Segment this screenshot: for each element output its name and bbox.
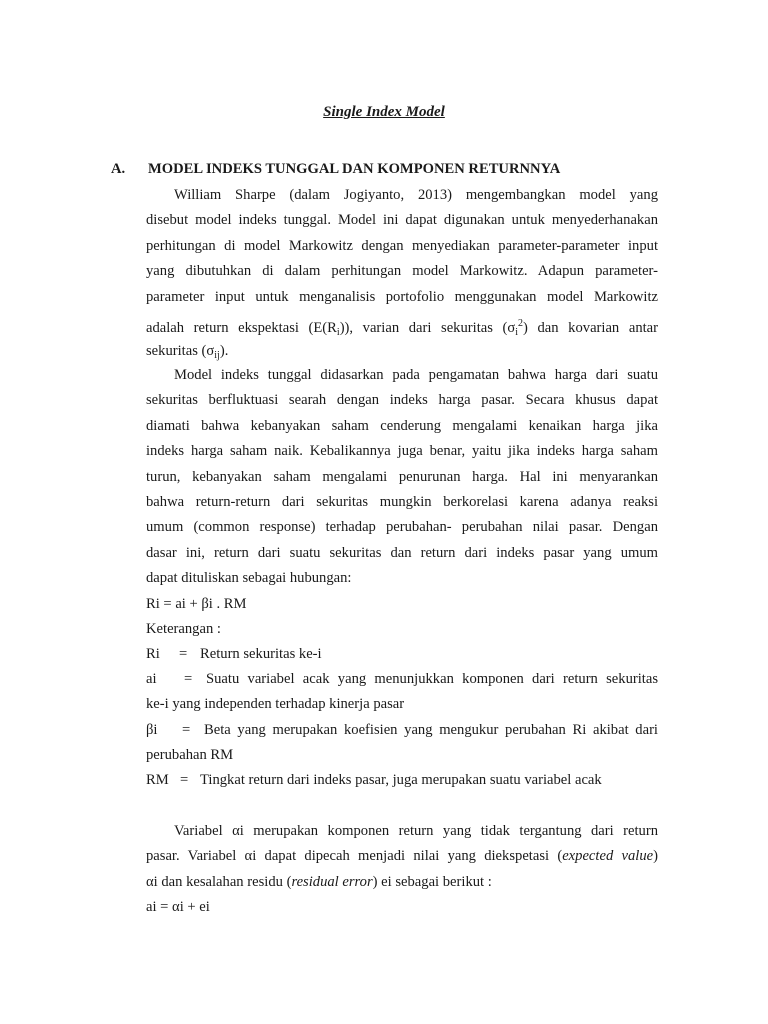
- paragraph-line: parameter input untuk menganalisis portofolio menggunakan model Markowitz: [146, 289, 658, 305]
- text-run: αi dan kesalahan residu (: [146, 874, 292, 890]
- subscript: i: [515, 327, 519, 338]
- definition-term: Ri: [146, 646, 160, 662]
- paragraph-line: Variabel αi merupakan komponen return yang tidak tergantung dari return: [174, 823, 658, 839]
- definition-continuation: ke-i yang independen terhadap kinerja pasar: [146, 696, 405, 712]
- definition-row: [146, 666, 658, 692]
- definition-row: [146, 767, 602, 793]
- definition-equals: =: [184, 671, 193, 687]
- definition-text: Beta yang merupakan koefisien yang mengukur perubahan Ri akibat dari: [204, 722, 658, 738]
- text-run: ).: [219, 343, 229, 359]
- paragraph-line: [146, 311, 658, 337]
- definition-text: Return sekuritas ke-i: [200, 646, 322, 662]
- subscript: i: [336, 327, 340, 338]
- paragraph-line: indeks harga saham naik. Kebalikannya juga benar, yaitu jika indeks harga saham: [146, 443, 658, 459]
- section-number: A.: [111, 161, 126, 177]
- italic-run: residual error: [291, 874, 373, 890]
- definition-row: [146, 641, 322, 667]
- definition-text: Suatu variabel acak yang menunjukkan komponen dari return sekuritas: [206, 671, 658, 687]
- text-run: ) dan kovarian antar: [523, 320, 659, 336]
- paragraph-line: dapat dituliskan sebagai hubungan:: [146, 570, 352, 586]
- text-run: ): [653, 848, 658, 864]
- italic-run: expected value: [562, 848, 654, 864]
- paragraph-line: turun, kebanyakan saham mengalami penurunan harga. Hal ini menyarankan: [146, 469, 658, 485]
- subscript: ij: [214, 350, 220, 361]
- paragraph-line: Model indeks tunggal didasarkan pada pengamatan bahwa harga dari suatu: [174, 367, 658, 383]
- paragraph-line: umum (common response) terhadap perubahan- perubahan nilai pasar. Dengan: [146, 519, 658, 535]
- keterangan-label: Keterangan :: [146, 621, 221, 637]
- paragraph-line: William Sharpe (dalam Jogiyanto, 2013) mengembangkan model yang: [174, 187, 658, 203]
- definition-term: RM: [146, 772, 169, 788]
- paragraph-line: disebut model indeks tunggal. Model ini dapat digunakan untuk menyederhanakan: [146, 212, 658, 228]
- text-run: adalah return ekspektasi (E(R: [146, 320, 337, 336]
- paragraph-line: diamati bahwa kebanyakan saham cenderung mengalami kenaikan harga jika: [146, 418, 658, 434]
- definition-row: [146, 717, 658, 743]
- definition-equals: =: [180, 772, 189, 788]
- text-run: sekuritas (σ: [146, 343, 215, 359]
- paragraph-line: [146, 338, 658, 364]
- formula: ai = αi + ei: [146, 899, 210, 915]
- paragraph-line: perhitungan di model Markowitz dengan menyediakan parameter-parameter input: [146, 238, 658, 254]
- definition-term: ai: [146, 671, 157, 687]
- formula: Ri = ai + βi . RM: [146, 596, 247, 612]
- paragraph-line: [146, 843, 658, 869]
- paragraph-line: sekuritas berfluktuasi searah dengan indeks harga pasar. Secara khusus dapat: [146, 392, 658, 408]
- definition-text: Tingkat return dari indeks pasar, juga merupakan suatu variabel acak: [200, 772, 602, 788]
- text-run: )), varian dari sekuritas (σ: [339, 320, 516, 336]
- paragraph-line: dasar ini, return dari suatu sekuritas dan return dari indeks pasar yang umum: [146, 545, 658, 561]
- paragraph-line: [146, 869, 658, 895]
- paragraph-line: bahwa return-return dari sekuritas mungkin berkorelasi karena adanya reaksi: [146, 494, 658, 510]
- definition-continuation: perubahan RM: [146, 747, 234, 763]
- section-heading: [111, 161, 560, 178]
- definition-equals: =: [179, 646, 188, 662]
- section-title: MODEL INDEKS TUNGGAL DAN KOMPONEN RETURNNYA: [148, 161, 561, 177]
- definition-term: βi: [146, 722, 158, 738]
- superscript: 2: [518, 318, 524, 329]
- text-run: ) ei sebagai berikut :: [372, 874, 492, 890]
- paragraph-line: yang dibutuhkan di dalam perhitungan model Markowitz. Adapun parameter-: [146, 263, 658, 279]
- document-title: Single Index Model: [323, 104, 445, 120]
- text-run: pasar. Variabel αi dapat dipecah menjadi nilai yang diekspetasi (: [146, 848, 563, 864]
- definition-equals: =: [182, 722, 191, 738]
